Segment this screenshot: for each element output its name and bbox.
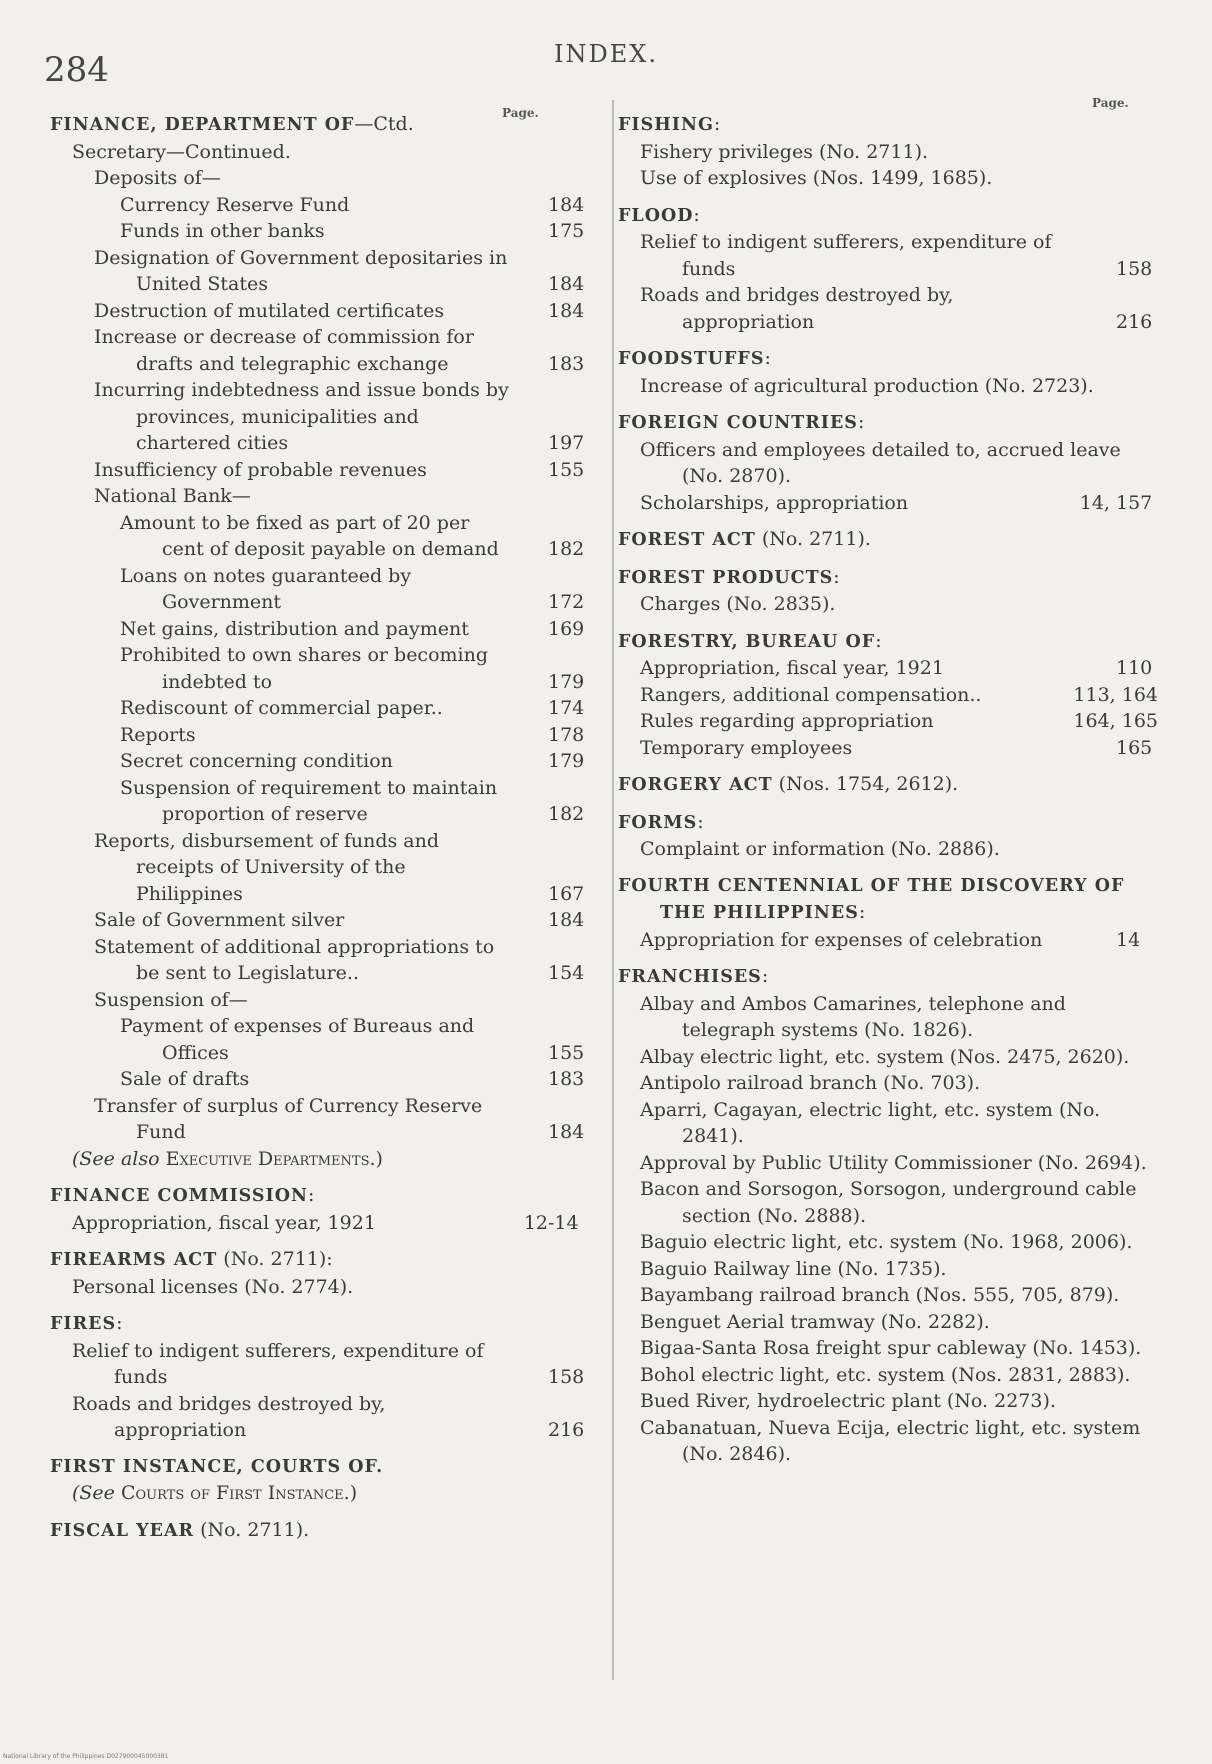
- index-entry: Reports, disbursement of funds and receipts of University of the Philippines 167: [94, 829, 585, 905]
- index-heading: [618, 564, 1158, 592]
- index-entry: [618, 1335, 1158, 1362]
- page-column-label-left: Page.: [502, 106, 539, 120]
- heading-suffix: :: [857, 411, 865, 433]
- index-entry: Net gains, distribution and payment 169: [120, 617, 585, 640]
- index-entry: [618, 1362, 1158, 1389]
- entry-text: Sale of Government silver: [94, 909, 345, 931]
- index-entry: [618, 1176, 1158, 1229]
- entry-text: FINANCE, DEPARTMENT OF: [50, 115, 355, 135]
- entry-text: Deposits of—: [94, 167, 221, 189]
- heading-suffix: (No. 2711).: [755, 528, 871, 550]
- index-entry: [618, 373, 1158, 400]
- column-divider: [612, 100, 614, 1680]
- index-entry: Currency Reserve Fund 184: [120, 193, 585, 216]
- index-heading: [50, 1310, 590, 1338]
- index-entry: Rediscount of commercial paper.. 174: [120, 697, 585, 719]
- entry-text: (See: [72, 1482, 115, 1504]
- entry-text: Increase of agricultural production (No. 2723).: [640, 374, 1094, 397]
- entry-text: Appropriation, fiscal year, 1921: [72, 1211, 376, 1234]
- entry-text: FORESTRY, BUREAU OF: [618, 631, 876, 652]
- entry-text: Relief to indigent sufferers, expenditure of funds: [72, 1339, 484, 1388]
- entry-text: Sale of drafts: [120, 1068, 250, 1090]
- index-entry: [618, 591, 1158, 618]
- entry-text: (See also: [72, 1147, 160, 1170]
- entry-text: FOREIGN COUNTRIES: [618, 413, 858, 433]
- index-entry: Insufficiency of probable revenues 155: [94, 458, 585, 481]
- entry-text: FIREARMS ACT: [50, 1250, 218, 1270]
- index-entry: [618, 1309, 1158, 1336]
- entry-text: Currency Reserve Fund: [120, 193, 350, 216]
- index-entry: [50, 1274, 590, 1301]
- entry-text: Bigaa-Santa Rosa freight spur cableway (No. 1453).: [640, 1337, 1142, 1359]
- page-reference: 14, 157: [1079, 491, 1153, 514]
- index-entry: Prohibited to own shares or becoming indebted to 179: [120, 644, 585, 693]
- heading-suffix: (No. 2711):: [217, 1248, 333, 1270]
- entry-text: Benguet Aerial tramway (No. 2282).: [640, 1310, 990, 1333]
- entry-text: FORMS: [618, 812, 698, 833]
- index-heading: [618, 526, 1158, 554]
- scan-footer: National Library of the Philippines D027900045000381: [3, 1753, 169, 1760]
- heading-suffix: :: [764, 347, 771, 369]
- index-heading: [618, 963, 1158, 991]
- entry-text: Rediscount of commercial paper..: [120, 697, 443, 719]
- entry-text: Complaint or information (No. 2886).: [640, 838, 1000, 860]
- page-reference: 12-14: [523, 1211, 579, 1234]
- entry-text: Aparri, Cagayan, electric light, etc. system (No. 2841).: [640, 1098, 1101, 1147]
- entry-text: Fishery privileges (No. 2711).: [640, 140, 929, 163]
- index-heading: [618, 628, 1158, 656]
- entry-text: FLOOD: [618, 205, 694, 226]
- entry-text: FOREST PRODUCTS: [618, 567, 834, 588]
- entry-text: Loans on notes guaranteed by Government: [120, 564, 412, 613]
- index-entry: Reports 178: [120, 723, 585, 746]
- heading-suffix: :: [713, 113, 721, 135]
- entry-text: FORGERY ACT: [618, 775, 773, 795]
- index-entry: Funds in other banks 175: [120, 220, 585, 242]
- entry-text: Designation of Government depositaries in United States: [94, 246, 508, 295]
- index-entry: Appropriation for expenses of celebration 14: [640, 928, 1141, 951]
- index-entry: Relief to indigent sufferers, expenditure of funds 158: [72, 1339, 585, 1388]
- entry-text: Roads and bridges destroyed by, appropriation: [640, 284, 954, 333]
- heading-suffix: :: [697, 810, 704, 833]
- entry-text: Use of explosives (Nos. 1499, 1685).: [640, 167, 993, 189]
- index-column-left: [50, 103, 590, 1544]
- index-entry: [618, 1070, 1158, 1097]
- index-entry: Amount to be fixed as part of 20 per cent of deposit payable on demand 182: [120, 511, 585, 560]
- heading-suffix: :: [875, 629, 882, 652]
- heading-suffix: :: [693, 203, 700, 226]
- entry-text: Funds in other banks: [120, 220, 325, 242]
- entry-text: FIRES: [50, 1314, 117, 1334]
- index-heading: [618, 345, 1158, 373]
- page-number: 284: [44, 50, 109, 90]
- index-heading: [50, 1454, 590, 1481]
- index-heading: [50, 111, 590, 139]
- entry-text: Rules regarding appropriation: [640, 710, 934, 732]
- page-reference: 113, 164: [1073, 683, 1158, 706]
- index-entry: Suspension of requirement to maintain proportion of reserve 182: [120, 776, 585, 825]
- index-entry: [618, 1256, 1158, 1283]
- page-column-label-right: Page.: [1092, 96, 1129, 110]
- entry-text: Officers and employees detailed to, accrued leave (No. 2870).: [640, 438, 1121, 487]
- entry-text: Bohol electric light, etc. system (Nos. 2831, 2883).: [640, 1363, 1131, 1386]
- index-column-right: [618, 103, 1158, 1468]
- index-entry: Relief to indigent sufferers, expenditure of funds 158: [640, 231, 1153, 280]
- index-entry: Payment of expenses of Bureaus and Offices 155: [120, 1015, 585, 1064]
- entry-text: National Bank—: [94, 485, 251, 507]
- entry-text: Prohibited to own shares or becoming indebted to: [120, 644, 489, 693]
- entry-text: Reports: [120, 723, 196, 746]
- entry-text: FOODSTUFFS: [618, 349, 765, 369]
- heading-suffix: :: [858, 901, 866, 923]
- entry-text: Appropriation, fiscal year, 1921: [640, 657, 944, 679]
- index-entry: [618, 1282, 1158, 1309]
- index-entry: Appropriation, fiscal year, 1921 110: [640, 657, 1153, 679]
- entry-text: Suspension of requirement to maintain proportion of reserve: [120, 776, 498, 825]
- entry-text: Roads and bridges destroyed by, appropriation: [72, 1392, 386, 1441]
- entry-text: Bued River, hydroelectric plant (No. 2273).: [640, 1390, 1056, 1412]
- entry-text: FISHING: [618, 115, 714, 135]
- index-entry: Roads and bridges destroyed by, appropriation 216: [640, 284, 1153, 333]
- index-entry: Temporary employees 165: [640, 736, 1153, 759]
- entry-text: FOREST ACT: [618, 530, 756, 550]
- entry-text: Scholarships, appropriation: [640, 491, 909, 514]
- entry-text: Secret concerning condition: [120, 750, 393, 772]
- running-title: INDEX.: [554, 40, 658, 68]
- heading-suffix: :: [116, 1312, 123, 1334]
- index-entry: Sale of drafts 183: [120, 1068, 585, 1090]
- entry-text: Reports, disbursement of funds and receipts of University of the Philippines: [94, 829, 440, 905]
- index-heading: [618, 202, 1158, 230]
- heading-suffix: :: [833, 565, 840, 588]
- index-entry: Transfer of surplus of Currency Reserve Fund 184: [94, 1094, 585, 1143]
- index-entry: [618, 1097, 1158, 1150]
- index-entry: [618, 1388, 1158, 1415]
- index-entry: Secret concerning condition 179: [120, 750, 585, 772]
- index-entry: [50, 987, 590, 1014]
- entry-text: Statement of additional appropriations to be sent to Legislature..: [94, 935, 495, 984]
- index-entry: Statement of additional appropriations to be sent to Legislature.. 154: [94, 935, 585, 984]
- entry-text: Charges (No. 2835).: [640, 593, 836, 615]
- entry-text: Temporary employees: [640, 736, 853, 759]
- index-entry: [50, 165, 590, 192]
- index-entry: Roads and bridges destroyed by, appropriation 216: [72, 1392, 585, 1441]
- index-entry: [618, 139, 1158, 166]
- entry-text: Bayambang railroad branch (Nos. 555, 705, 879).: [640, 1284, 1120, 1306]
- index-entry: [618, 1044, 1158, 1071]
- heading-suffix: (Nos. 1754, 2612).: [772, 773, 959, 795]
- index-entry: [50, 139, 590, 166]
- entry-text: Albay and Ambos Camarines, telephone and telegraph systems (No. 1826).: [640, 992, 1066, 1041]
- cross-reference: [50, 1480, 590, 1507]
- index-heading: [618, 771, 1158, 799]
- entry-text: Antipolo railroad branch (No. 703).: [640, 1072, 981, 1094]
- entry-text: Transfer of surplus of Currency Reserve Fund: [94, 1094, 483, 1143]
- entry-text: Baguio Railway line (No. 1735).: [640, 1257, 947, 1280]
- entry-text: Baguio electric light, etc. system (No. 1968, 2006).: [640, 1231, 1133, 1253]
- index-entry: [618, 1415, 1158, 1468]
- entry-text: Suspension of—: [94, 988, 248, 1011]
- index-entry: [618, 437, 1158, 490]
- entry-text: Increase or decrease of commission for drafts and telegraphic exchange: [94, 326, 474, 375]
- index-entry: [618, 490, 1158, 517]
- entry-text: Rangers, additional compensation..: [640, 683, 982, 706]
- cross-reference-target: Courts of First Instance.): [114, 1482, 358, 1504]
- heading-suffix: :: [307, 1184, 315, 1206]
- heading-suffix: —Ctd.: [354, 113, 414, 135]
- index-entry: [618, 991, 1158, 1044]
- index-heading: [50, 1182, 590, 1210]
- index-heading: [50, 1246, 590, 1274]
- index-heading: [618, 873, 1158, 927]
- index-entry: Increase or decrease of commission for drafts and telegraphic exchange 183: [94, 326, 585, 375]
- index-heading: [618, 409, 1158, 437]
- heading-suffix: :: [761, 965, 769, 987]
- index-heading: [618, 809, 1158, 837]
- index-entry: [618, 836, 1158, 863]
- heading-suffix: (No. 2711).: [194, 1518, 310, 1541]
- index-heading: [50, 1517, 590, 1545]
- entry-text: FIRST INSTANCE, COURTS OF.: [50, 1456, 384, 1477]
- entry-text: Insufficiency of probable revenues: [94, 458, 427, 481]
- index-entry: [618, 682, 1158, 709]
- entry-text: Albay electric light, etc. system (Nos. 2475, 2620).: [640, 1045, 1130, 1068]
- entry-text: FRANCHISES: [618, 967, 762, 987]
- entry-text: Incurring indebtedness and issue bonds by provinces, municipalities and chartered cities: [94, 379, 509, 454]
- entry-text: Cabanatuan, Nueva Ecija, electric light, etc. system (No. 2846).: [640, 1416, 1141, 1465]
- entry-text: Payment of expenses of Bureaus and Offices: [120, 1015, 475, 1064]
- index-entry: Incurring indebtedness and issue bonds by provinces, municipalities and chartered cities 197: [94, 379, 585, 454]
- entry-text: FINANCE COMMISSION: [50, 1186, 308, 1206]
- index-entry: Sale of Government silver 184: [94, 909, 585, 931]
- entry-text: FISCAL YEAR: [50, 1520, 195, 1541]
- entry-text: FOURTH CENTENNIAL OF THE DISCOVERY OF THE PHILIPPINES: [618, 875, 1125, 923]
- entry-text: Personal licenses (No. 2774).: [72, 1275, 354, 1298]
- cross-reference: [50, 1146, 590, 1173]
- entry-text: Amount to be fixed as part of 20 per cent of deposit payable on demand: [120, 511, 499, 560]
- entry-text: Relief to indigent sufferers, expenditure of funds: [640, 231, 1052, 280]
- index-entry: Loans on notes guaranteed by Government 172: [120, 564, 585, 613]
- index-entry: Designation of Government depositaries in United States 184: [94, 246, 585, 295]
- index-heading: [618, 111, 1158, 139]
- index-entry: [50, 1210, 590, 1237]
- index-entry: [618, 708, 1158, 735]
- entry-text: Net gains, distribution and payment: [120, 617, 469, 640]
- entry-text: Bacon and Sorsogon, Sorsogon, underground cable section (No. 2888).: [640, 1178, 1137, 1227]
- index-entry: [50, 483, 590, 510]
- index-entry: [618, 1150, 1158, 1177]
- entry-text: Destruction of mutilated certificates: [94, 299, 445, 322]
- entry-text: Approval by Public Utility Commissioner (No. 2694).: [640, 1151, 1147, 1174]
- page-reference: 164, 165: [1073, 710, 1158, 732]
- index-entry: [618, 1229, 1158, 1256]
- index-entry: [618, 165, 1158, 192]
- index-entry: Destruction of mutilated certificates 184: [94, 299, 585, 322]
- entry-text: Secretary—Continued.: [72, 140, 291, 163]
- cross-reference-target: Executive Departments.): [159, 1147, 383, 1170]
- entry-text: Appropriation for expenses of celebration: [640, 928, 1043, 951]
